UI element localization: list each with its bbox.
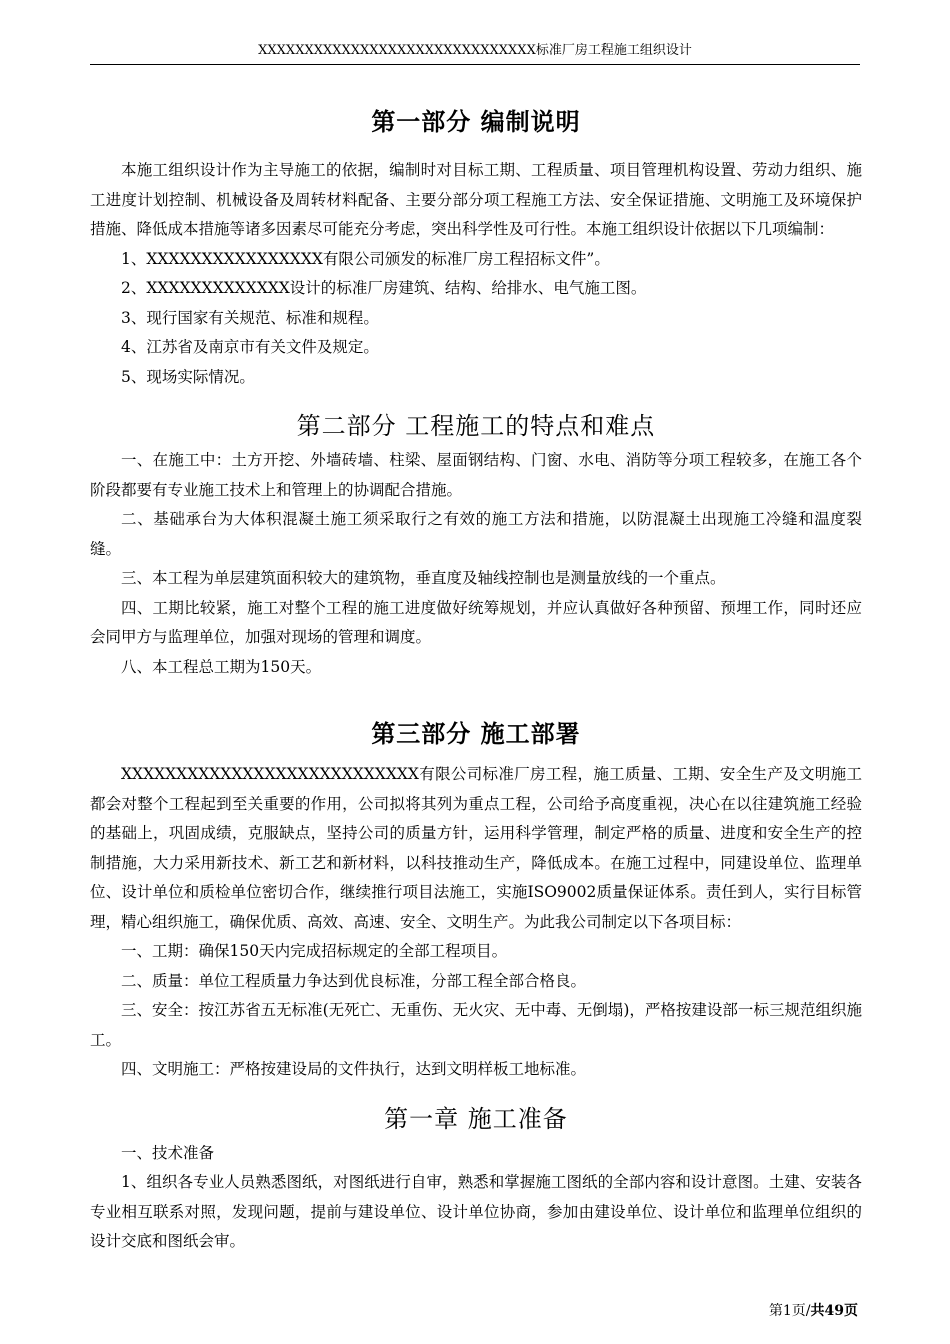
part2-title: 第二部分 工程施工的特点和难点 [296,412,656,440]
part1-item: 2、XXXXXXXXXXXXX设计的标准厂房建筑、结构、给排水、电气施工图。 [121,279,647,297]
part2-item: 二、基础承台为大体积混凝土施工须采取行之有效的施工方法和措施，以防混凝土出现施工冷缝和温度裂缝。 [90,510,862,558]
part3-item: 四、文明施工：严格按建设局的文件执行，达到文明样板工地标准。 [121,1060,587,1078]
chapter1-item: 一、技术准备 [121,1143,215,1162]
chapter1-item: 1、组织各专业人员熟悉图纸，对图纸进行自审，熟悉和掌握施工图纸的全部内容和设计意图。土建、安装各专业相互联系对照，发现问题，提前与建设单位、设计单位协商，参加由建设单位、设计单位和监理单位组织的设计交底和图纸会审。 [90,1173,862,1250]
part1-item: 3、现行国家有关规范、标准和规程。 [121,308,379,327]
chapter1-title: 第一章 施工准备 [384,1104,568,1133]
page-header: XXXXXXXXXXXXXXXXXXXXXXXXXXXXXX标准厂房工程施工组织设计 [90,38,860,65]
part1-item: 4、江苏省及南京市有关文件及规定。 [121,338,379,356]
part2-item: 一、在施工中：土方开挖、外墙砖墙、柱梁、屋面钢结构、门窗、水电、消防等分项工程较多，在施工各个阶段都要有专业施工技术上和管理上的协调配合措施。 [90,451,862,499]
part3-item: 三、安全：按江苏省五无标准(无死亡、无重伤、无火灾、无中毒、无倒塌)，严格按建设部一标三规范组织施工。 [90,1001,862,1049]
part1-title: 第一部分 编制说明 [371,107,581,136]
part2-item: 四、工期比较紧，施工对整个工程的施工进度做好统筹规划，并应认真做好各种预留、预埋工作，同时还应会同甲方与监理单位，加强对现场的管理和调度。 [90,598,862,646]
document-body [90,100,862,1257]
part3-item: 二、质量：单位工程质量力争达到优良标准，分部工程全部合格良。 [121,971,587,990]
part3-intro: XXXXXXXXXXXXXXXXXXXXXXXXXXX有限公司标准厂房工程，施工质量、工期、安全生产及文明施工都会对整个工程起到至关重要的作用，公司拟将其列为重点工程，公司给予高度重视，决心在以往建筑施工经验的基础上，巩固成绩，克服缺点，坚持公司的质量方针，运用科学管理，制定严格的质量、进度和安全生产的控制措施，大力采用新技术、新工艺和新材料，以科技推动生产，降低成本。在施工过程中，同建设单位、监理单位、设计单位和质检单位密切合作，继续推行项目法施工，实施ISO9002质量保证体系。责任到人，实行目标管理，精心组织施工，确保优质、高效、高速、安全、文明生产。为此我公司制定以下各项目标： [90,765,862,931]
part3-item: 一、工期：确保150天内完成招标规定的全部工程项目。 [121,942,508,960]
part1-item: 5、现场实际情况。 [121,367,255,386]
part1-intro: 本施工组织设计作为主导施工的依据，编制时对目标工期、工程质量、项目管理机构设置、劳动力组织、施工进度计划控制、机械设备及周转材料配备、主要分部分项工程施工方法、安全保证措施、文明施工及环境保护措施、降低成本措施等诸多因素尽可能充分考虑，突出科学性及可行性。本施工组织设计依据以下几项编制： [90,161,862,238]
part1-item: 1、XXXXXXXXXXXXXXXX有限公司颁发的标准厂房工程招标文件”。 [121,249,610,268]
part2-item: 八、本工程总工期为150天。 [121,657,322,676]
page-number: 第1页/ [768,1303,811,1319]
page-footer [769,1300,858,1320]
page-total: 共49页 [810,1303,858,1319]
part3-title: 第三部分 施工部署 [371,719,581,748]
part2-item: 三、本工程为单层建筑面积较大的建筑物，垂直度及轴线控制也是测量放线的一个重点。 [121,569,726,587]
